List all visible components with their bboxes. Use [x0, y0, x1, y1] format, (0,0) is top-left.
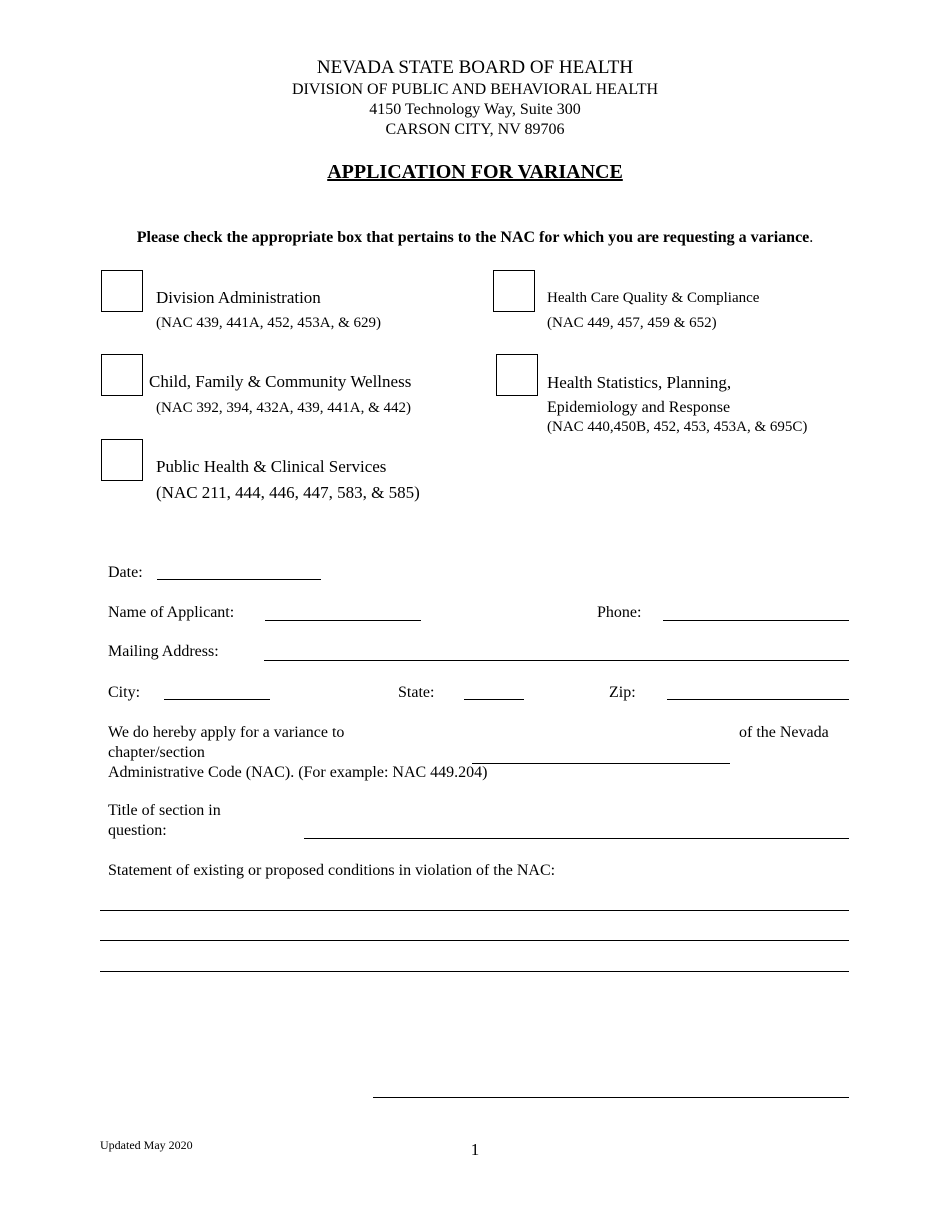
option-nac-child-family-community-wellness: (NAC 392, 394, 432A, 439, 441A, & 442)	[156, 400, 411, 416]
checkbox-child-family-community-wellness[interactable]	[101, 354, 143, 396]
statement-input-line-1[interactable]	[100, 910, 849, 911]
city-input-line[interactable]	[164, 699, 270, 700]
date-label: Date:	[108, 564, 143, 581]
option-label-health-statistics-line2: Epidemiology and Response	[547, 399, 731, 416]
zip-label: Zip:	[609, 684, 636, 701]
checkbox-health-statistics-planning[interactable]	[496, 354, 538, 396]
option-label-health-statistics-line1: Health Statistics, Planning,	[547, 373, 732, 392]
checkbox-health-care-quality-compliance[interactable]	[493, 270, 535, 312]
division-name: DIVISION OF PUBLIC AND BEHAVIORAL HEALTH	[291, 81, 659, 98]
updated-date: Updated May 2020	[100, 1138, 193, 1152]
org-name: NEVADA STATE BOARD OF HEALTH	[316, 57, 634, 78]
statement-label: Statement of existing or proposed conditions in violation of the NAC:	[108, 862, 556, 879]
variance-text-line1: We do hereby apply for a variance to	[108, 724, 345, 741]
section-title-label-line1: Title of section in	[108, 802, 221, 819]
signature-input-line[interactable]	[373, 1097, 849, 1098]
option-label-division-administration: Division Administration	[156, 288, 321, 307]
page-number: 1	[470, 1140, 480, 1159]
mailing-address-input-line[interactable]	[264, 660, 849, 661]
option-label-public-health-clinical-services: Public Health & Clinical Services	[156, 457, 387, 476]
state-input-line[interactable]	[464, 699, 524, 700]
section-title-label-line2: question:	[108, 822, 167, 839]
phone-label: Phone:	[597, 604, 642, 621]
instructions-text: Please check the appropriate box that pertains to the NAC for which you are requesting a variance	[136, 229, 810, 246]
page-title: APPLICATION FOR VARIANCE	[327, 161, 623, 183]
instructions-period: .	[809, 229, 814, 246]
option-nac-health-statistics: (NAC 440,450B, 452, 453, 453A, & 695C)	[547, 419, 808, 435]
city-label: City:	[108, 684, 141, 701]
option-label-child-family-community-wellness: Child, Family & Community Wellness	[149, 372, 412, 391]
checkbox-division-administration[interactable]	[101, 270, 143, 312]
checkbox-public-health-clinical-services[interactable]	[101, 439, 143, 481]
statement-input-line-3[interactable]	[100, 971, 849, 972]
zip-input-line[interactable]	[667, 699, 849, 700]
state-label: State:	[398, 684, 435, 701]
variance-of-nevada: of the Nevada	[739, 724, 829, 741]
instructions	[0, 229, 950, 247]
section-title-input-line[interactable]	[304, 838, 849, 839]
applicant-name-input-line[interactable]	[265, 620, 421, 621]
statement-input-line-2[interactable]	[100, 940, 849, 941]
option-nac-health-care-quality-compliance: (NAC 449, 457, 459 & 652)	[547, 315, 717, 331]
option-label-health-care-quality-compliance: Health Care Quality & Compliance	[547, 290, 760, 306]
phone-input-line[interactable]	[663, 620, 849, 621]
variance-text-line2: chapter/section	[108, 744, 205, 761]
mailing-address-label: Mailing Address:	[108, 643, 219, 660]
option-nac-division-administration: (NAC 439, 441A, 452, 453A, & 629)	[156, 315, 381, 331]
street-address: 4150 Technology Way, Suite 300	[369, 101, 581, 118]
date-input-line[interactable]	[157, 579, 321, 580]
option-nac-public-health-clinical-services: (NAC 211, 444, 446, 447, 583, & 585)	[156, 483, 420, 502]
applicant-name-label: Name of Applicant:	[108, 604, 235, 621]
city-state-zip: CARSON CITY, NV 89706	[385, 121, 565, 138]
variance-text-line3: Administrative Code (NAC). (For example: NAC 449.204)	[108, 764, 488, 781]
chapter-section-input-line[interactable]	[472, 763, 730, 764]
